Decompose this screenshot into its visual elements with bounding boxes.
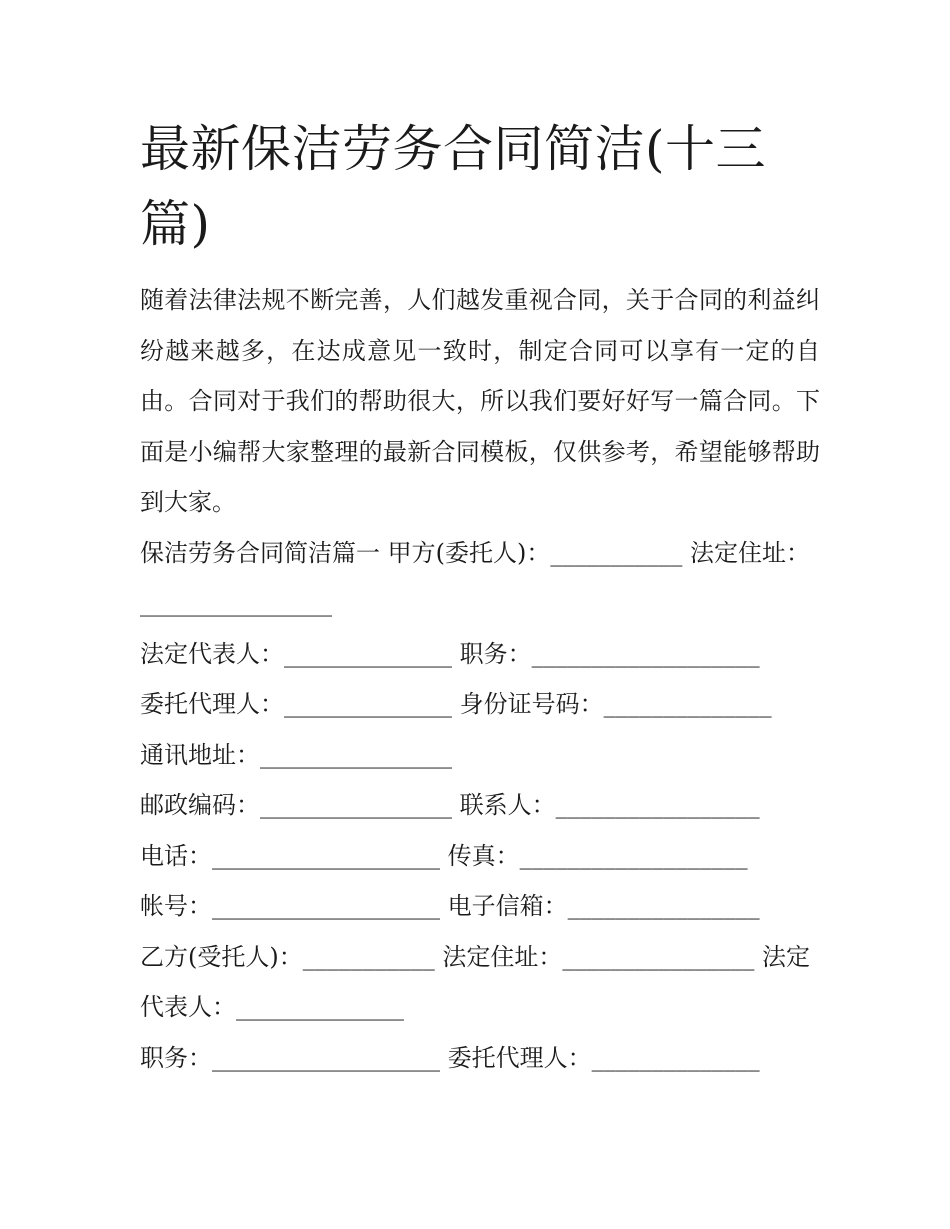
party-a-account-line: 帐号：___________________ 电子信箱：________________: [140, 892, 760, 920]
party-a-header-line: 保洁劳务合同简洁篇一 甲方(委托人)：___________ 法定住址：________________: [140, 538, 810, 617]
document-title: 最新保洁劳务合同简洁(十三篇): [140, 120, 767, 253]
party-b-header-line: 乙方(受托人)：___________ 法定住址：________________ 法定代表人：______________: [140, 942, 810, 1021]
party-a-representative-line: 法定代表人：______________ 职务：___________________: [140, 639, 760, 668]
party-b-position-line: 职务：___________________ 委托代理人：______________: [140, 1043, 760, 1072]
intro-paragraph: 随着法律法规不断完善，人们越发重视合同，关于合同的利益纠纷越来越多，在达成意见一致时，制定合同可以享有一定的自由。合同对于我们的帮助很大，所以我们要好好写一篇合同。下面是小编帮大家整理的最新合同模板，仅供参考，希望能够帮助到大家。: [140, 286, 820, 516]
party-a-postcode-line: 邮政编码：________________ 联系人：_________________: [140, 791, 760, 819]
party-a-phone-line: 电话：___________________ 传真：___________________: [140, 841, 748, 870]
party-a-address-line: 通讯地址：________________: [140, 740, 452, 769]
document-body: [140, 275, 820, 1083]
party-a-agent-line: 委托代理人：______________ 身份证号码：______________: [140, 690, 772, 718]
